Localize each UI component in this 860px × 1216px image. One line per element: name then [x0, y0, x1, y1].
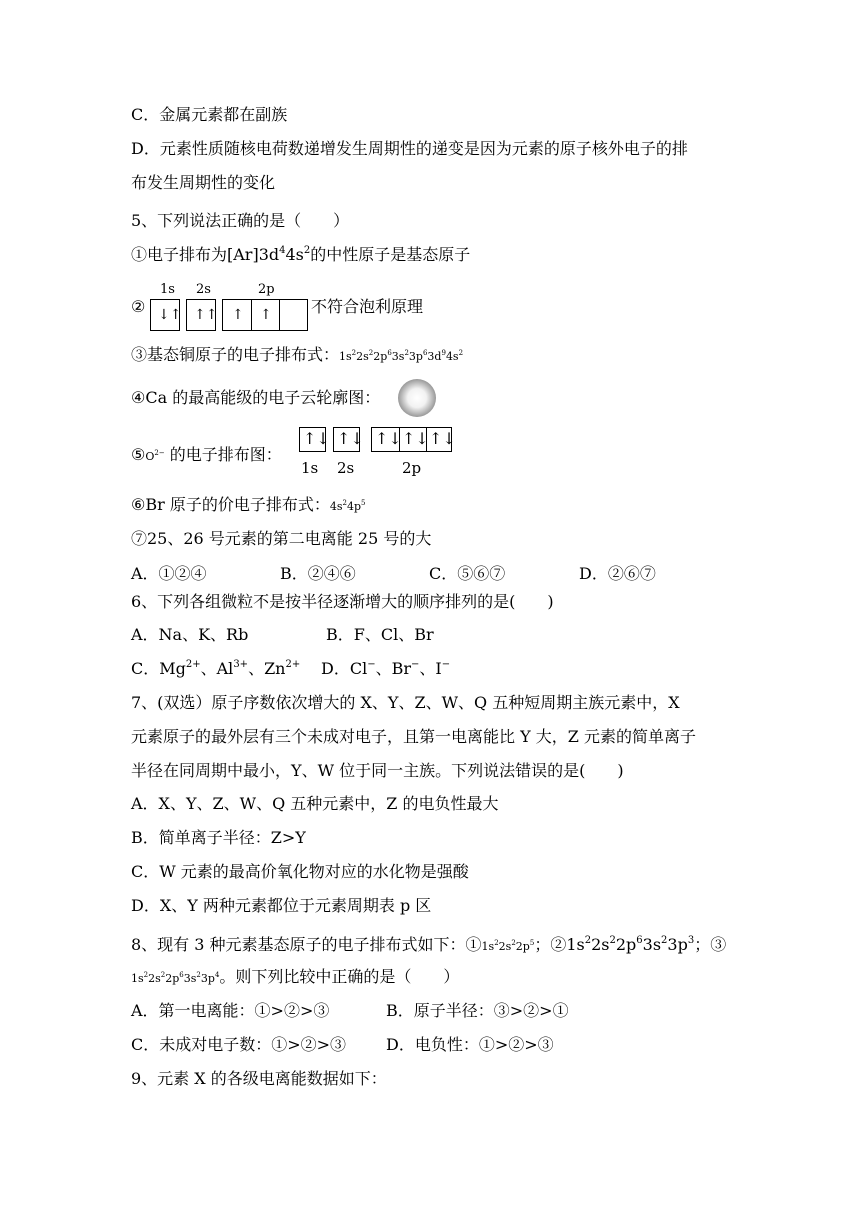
q5-option-d: D．②⑥⑦	[579, 564, 656, 583]
orbital-label-2s: 2s	[196, 282, 211, 297]
q6-stem: 6、下列各组微粒不是按半径逐渐增大的顺序排列的是( )	[131, 592, 554, 611]
q5-statement-4: ④Ca 的最高能级的电子云轮廓图：	[131, 388, 381, 407]
q5-statement-5: $⑤O^{2-}$ 的电子排布图：	[131, 445, 282, 464]
cu-configuration: $1s^22s^22p^63s^23p^63d^94s^2$	[339, 349, 464, 363]
q4-option-c: C．金属元素都在副族	[131, 105, 288, 124]
br-valence-configuration: $4s^24p^5$	[329, 499, 366, 513]
orbital-box-2s: ↑↑	[186, 299, 216, 331]
q7-stem-line2: 元素原子的最外层有三个未成对电子，且第一电离能比 Y 大，Z 元素的简单离子	[131, 727, 696, 746]
orbital-box-1s: ↑↓	[299, 427, 326, 452]
q7-option-b: B．简单离子半径：Z>Y	[131, 828, 306, 847]
orbital-box-1s: ↓↑	[150, 299, 180, 331]
q8-stem-line2: $1s^22s^22p^63s^23p^4$。则下列比较中正确的是（ ）	[131, 967, 460, 986]
q6-option-b: B．F、Cl、Br	[326, 625, 434, 644]
q8-option-c: C．未成对电子数：①>②>③	[131, 1035, 347, 1054]
q5-statement-2-text: 不符合泡利原理	[311, 297, 424, 316]
orbital-box-2p: ↑↓ ↑↓ ↑↓	[371, 427, 452, 452]
q7-stem-line1: 7、(双选）原子序数依次增大的 X、Y、Z、W、Q 五种短周期主族元素中，X	[131, 693, 680, 712]
q7-stem-line3: 半径在同周期中最小，Y、W 位于同一主族。下列说法错误的是( )	[131, 761, 624, 780]
orbital-label-1s: 1s	[301, 459, 319, 477]
s-orbital-sphere-icon	[398, 379, 436, 417]
q6-option-d: D．Cl−、Br−、I−	[321, 659, 451, 678]
orbital-label-2p: 2p	[402, 459, 422, 477]
orbital-label-2s: 2s	[337, 459, 355, 477]
q6-option-c: C．$Mg^{2+}$、$Al^{3+}$、$Zn^{2+}$	[131, 659, 301, 678]
q9-stem: 9、元素 X 的各级电离能数据如下：	[131, 1069, 387, 1088]
q6-option-a: A．Na、K、Rb	[131, 625, 249, 644]
q8-option-a: A．第一电离能：①>②>③	[131, 1001, 330, 1020]
q5-option-a: A．①②④	[131, 564, 207, 583]
q7-option-d: D．X、Y 两种元素都位于元素周期表 p 区	[131, 896, 432, 915]
q5-statement-7: ⑦25、26 号元素的第二电离能 25 号的大	[131, 529, 432, 548]
orbital-box-2p: ↑ ↑	[222, 299, 308, 331]
q8-stem-line1: 8、现有 3 种元素基态原子的电子排布式如下：$①1s^22s^22p^5$；$②1s^22s^22p^63s^23p^3$；③	[131, 935, 727, 954]
q5-statement-1: ①电子排布为$[Ar]3d^44s^2$的中性原子是基态原子	[131, 245, 471, 264]
q5-stem: 5、下列说法正确的是（ ）	[131, 211, 350, 230]
orbital-box-2s: ↑↓	[333, 427, 360, 452]
q5-statement-2-num: ②	[131, 297, 146, 316]
orbital-label-1s: 1s	[160, 282, 175, 297]
orbital-label-2p: 2p	[258, 282, 275, 297]
q8-option-d: D．电负性：①>②>③	[386, 1035, 554, 1054]
q4-option-d-line1: D．元素性质随核电荷数递增发生周期性的递变是因为元素的原子核外电子的排	[131, 139, 688, 158]
q8-option-b: B．原子半径：③>②>①	[386, 1001, 569, 1020]
q7-option-a: A．X、Y、Z、W、Q 五种元素中，Z 的电负性最大	[131, 794, 499, 813]
q5-option-c: C．⑤⑥⑦	[429, 564, 506, 583]
q5-statement-6: ⑥Br 原子的价电子排布式：$4s^24p^5$	[131, 495, 366, 514]
q5-statement-3: ③基态铜原子的电子排布式：$1s^22s^22p^63s^23p^63d^94s^2$	[131, 345, 464, 364]
q7-option-c: C．W 元素的最高价氧化物对应的水化物是强酸	[131, 862, 469, 881]
q5-option-b: B．②④⑥	[280, 564, 356, 583]
q4-option-d-line2: 布发生周期性的变化	[131, 173, 276, 192]
